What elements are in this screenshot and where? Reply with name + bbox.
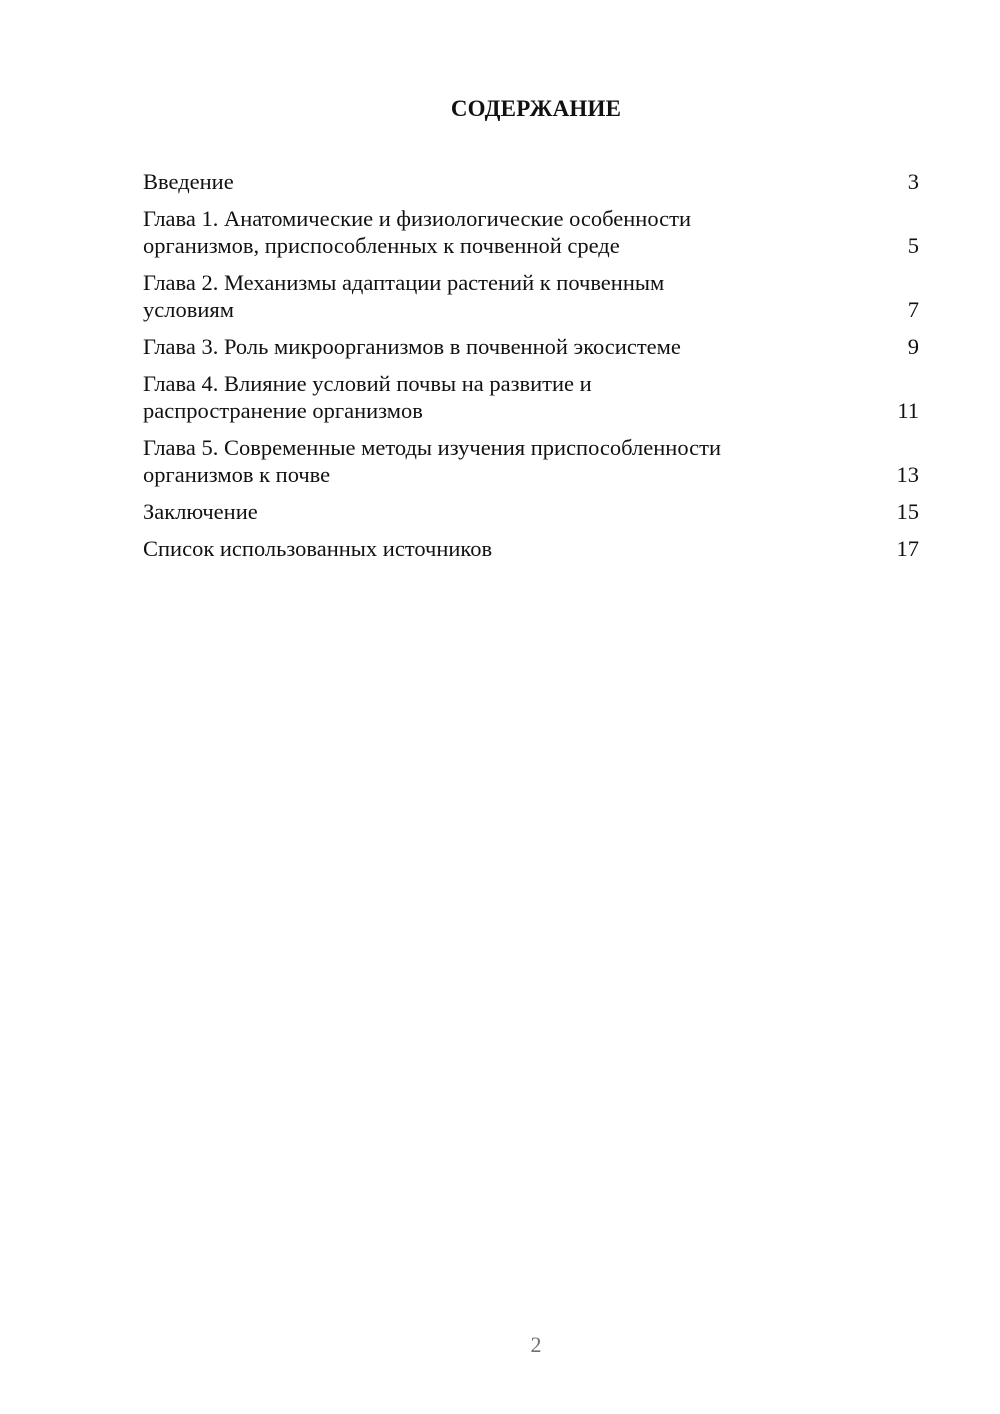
toc-entry-title: Глава 5. Современные методы изучения приспособленности организмов к почве [143,435,722,487]
toc-entry-page: 15 [896,499,919,524]
toc-entry-title: Глава 3. Роль микроорганизмов в почвенной экосистеме [143,334,681,359]
toc-entry-page: 7 [907,297,919,322]
toc-entry-title: Глава 1. Анатомические и физиологические особенности организмов, приспособленных к почвенной среде [143,206,692,258]
toc-entry-page: 11 [897,398,919,423]
toc-entry [143,269,919,323]
page-title: СОДЕРЖАНИЕ [450,96,622,121]
toc-entry-page: 17 [896,536,919,561]
toc-entry-page: 5 [907,233,919,258]
toc-entry [143,370,919,424]
toc-entry [143,168,919,195]
page-number: 2 [530,1332,542,1357]
toc-entry-title: Введение [143,169,234,194]
toc-entry-page: 3 [907,169,919,194]
toc-entry-title: Глава 2. Механизмы адаптации растений к почвенным условиям [143,270,665,322]
toc-entry-title: Список использованных источников [143,536,493,561]
toc-entry [143,333,919,360]
toc-entry-page: 9 [907,334,919,359]
toc-entry [143,205,919,259]
toc-entry-page: 13 [896,462,919,487]
toc-entry [143,498,919,525]
toc-entry [143,535,919,562]
toc-entry-title: Заключение [143,499,258,524]
table-of-contents [143,168,919,572]
toc-entry [143,434,919,488]
toc-entry-title: Глава 4. Влияние условий почвы на развитие и распространение организмов [143,371,592,423]
